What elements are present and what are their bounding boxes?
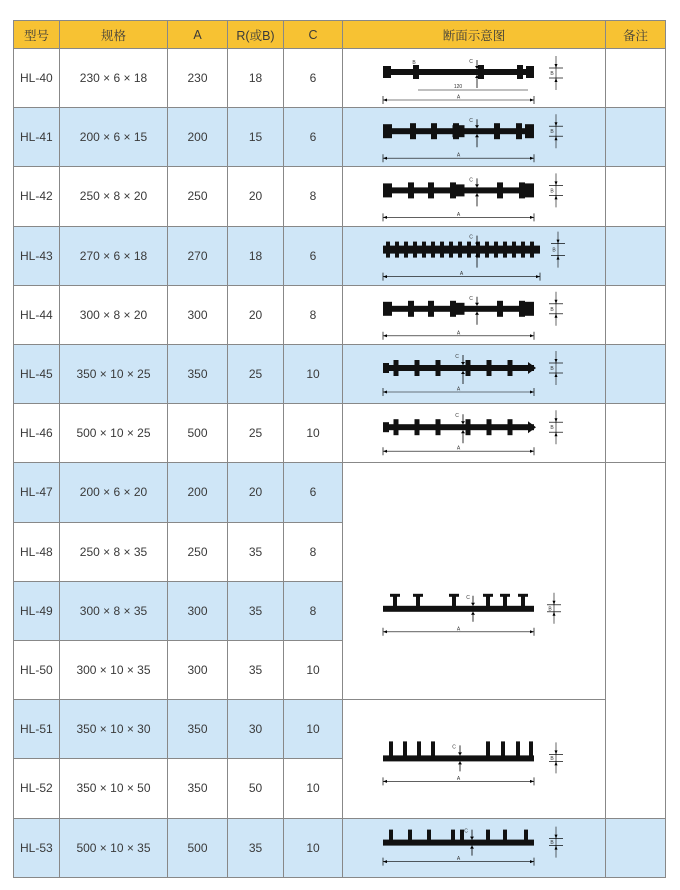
cell-r: 35	[228, 582, 284, 641]
dim-label-b: B	[550, 188, 554, 195]
strip-rib	[431, 123, 437, 139]
strip-rib	[466, 419, 471, 435]
dim-arrow	[383, 275, 387, 278]
arrow-head	[471, 603, 475, 606]
strip-rib	[410, 123, 416, 139]
dim-label-c: C	[452, 744, 456, 751]
strip-body	[383, 606, 534, 612]
strip-rib	[487, 419, 492, 435]
dim-arrow	[555, 314, 558, 318]
arrow-head	[461, 362, 465, 365]
strip-end	[383, 66, 391, 78]
dim-label-a: A	[456, 445, 461, 452]
dim-label-c: C	[455, 413, 459, 420]
cell-spec: 270 × 6 × 18	[60, 227, 168, 286]
strip-rib	[394, 360, 399, 376]
arrow-head	[458, 761, 462, 764]
strip-rib	[393, 596, 397, 608]
cell-c: 8	[284, 167, 343, 226]
strip-rib	[408, 830, 412, 842]
strip-rib	[486, 741, 490, 757]
header-note: 备注	[606, 20, 666, 49]
dim-arrow	[383, 216, 387, 219]
strip-rib	[494, 242, 498, 258]
strip-rib	[413, 65, 419, 79]
dim-label-b: B	[550, 755, 554, 762]
strip-rib-cap	[518, 594, 528, 597]
strip-rib	[524, 830, 528, 842]
cell-r: 20	[228, 463, 284, 522]
strip-rib	[415, 360, 420, 376]
strip-rib	[467, 242, 471, 258]
arrow-head	[461, 430, 465, 433]
strip-rib	[508, 360, 513, 376]
arrow-head	[471, 612, 475, 615]
dim-arrow	[555, 761, 558, 765]
dim-arrow	[530, 99, 534, 102]
strip-rib	[487, 360, 492, 376]
strip-rib	[395, 242, 399, 258]
cell-spec: 230 × 6 × 18	[60, 49, 168, 108]
cell-r: 35	[228, 641, 284, 700]
cell-spec: 350 × 10 × 25	[60, 345, 168, 404]
dim-label-b-top: B	[412, 60, 416, 66]
strip-rib	[516, 123, 522, 139]
cell-c: 8	[284, 582, 343, 641]
dim-arrow	[555, 300, 558, 304]
cell-spec: 350 × 10 × 50	[60, 759, 168, 818]
cell-c: 8	[284, 523, 343, 582]
dim-arrow	[530, 157, 534, 160]
dim-arrow	[557, 240, 560, 244]
dim-arrow	[555, 418, 558, 422]
cell-c: 6	[284, 463, 343, 522]
cell-c: 10	[284, 641, 343, 700]
strip-rib	[386, 242, 390, 258]
dim-arrow	[555, 373, 558, 377]
dim-label-a: A	[456, 626, 461, 633]
strip-body	[383, 69, 534, 75]
cell-model: HL-46	[13, 404, 60, 463]
cell-model: HL-50	[13, 641, 60, 700]
strip-rib	[449, 242, 453, 258]
dim-label-a: A	[456, 94, 461, 101]
dim-arrow	[553, 601, 556, 605]
arrow-head	[461, 371, 465, 374]
strip-end	[525, 124, 534, 138]
dim-label-b: B	[550, 71, 554, 77]
arrow-head	[458, 752, 462, 755]
cell-c: 10	[284, 404, 343, 463]
dim-arrow	[530, 860, 534, 863]
strip-rib	[521, 596, 525, 608]
strip-rib	[503, 830, 507, 842]
cell-r: 30	[228, 700, 284, 759]
cell-a: 250	[168, 523, 228, 582]
cell-a: 300	[168, 286, 228, 345]
dim-label-a: A	[456, 211, 461, 218]
arrow-head	[475, 303, 479, 306]
arrow-head	[461, 421, 465, 424]
strip-rib-cap	[413, 594, 423, 597]
cell-r: 20	[228, 167, 284, 226]
strip-rib	[458, 242, 462, 258]
dim-arrow	[530, 780, 534, 783]
dim-label-c: C	[455, 354, 459, 360]
dim-arrow	[536, 275, 540, 278]
dim-label-c: C	[469, 295, 473, 302]
strip-rib	[486, 596, 490, 608]
cell-a: 350	[168, 345, 228, 404]
cell-r: 50	[228, 759, 284, 818]
strip-end	[525, 302, 534, 316]
strip-end	[383, 302, 392, 316]
dim-arrow	[530, 216, 534, 219]
cell-model: HL-41	[13, 108, 60, 167]
strip-end	[383, 422, 389, 432]
cell-model: HL-43	[13, 227, 60, 286]
cell-spec: 200 × 6 × 15	[60, 108, 168, 167]
strip-rib	[431, 242, 435, 258]
dim-label-c: C	[469, 118, 473, 125]
dim-arrow	[555, 181, 558, 185]
dim-label-b: B	[548, 606, 552, 613]
strip-rib	[408, 301, 414, 317]
dim-label-b: B	[550, 840, 554, 847]
strip-end	[383, 124, 392, 138]
cell-model: HL-44	[13, 286, 60, 345]
dim-label-a: A	[456, 386, 461, 393]
cell-r: 35	[228, 819, 284, 878]
cell-a: 300	[168, 641, 228, 700]
strip-rib	[413, 242, 417, 258]
arrow-head	[475, 193, 479, 196]
strip-rib	[431, 741, 435, 757]
header-spec: 规格	[60, 20, 168, 49]
cell-r: 15	[228, 108, 284, 167]
strip-rib	[519, 182, 525, 198]
cell-c: 10	[284, 345, 343, 404]
dim-arrow	[383, 630, 387, 633]
strip-rib	[517, 65, 523, 79]
dim-arrow	[555, 846, 558, 850]
strip-rib	[516, 741, 520, 757]
strip-rib	[466, 360, 471, 376]
cell-spec: 250 × 8 × 20	[60, 167, 168, 226]
cell-model: HL-42	[13, 167, 60, 226]
dim-arrow	[530, 334, 534, 337]
dim-label-a: A	[456, 775, 461, 782]
dim-arrow	[555, 78, 558, 82]
strip-rib	[415, 419, 420, 435]
dim-arrow	[555, 432, 558, 436]
cell-c: 10	[284, 819, 343, 878]
cell-model: HL-47	[13, 463, 60, 522]
cell-a: 200	[168, 108, 228, 167]
dim-arrow	[555, 750, 558, 754]
arrow-head	[475, 125, 479, 128]
dim-arrow	[555, 835, 558, 839]
strip-rib	[519, 301, 525, 317]
strip-center	[453, 303, 465, 315]
strip-rib	[530, 242, 534, 258]
cell-r: 18	[228, 49, 284, 108]
strip-rib	[404, 242, 408, 258]
dim-label-b: B	[552, 247, 556, 254]
header-a: A	[168, 20, 228, 49]
strip-rib-cap	[500, 594, 510, 597]
cell-c: 6	[284, 227, 343, 286]
dim-label-a: A	[456, 856, 461, 863]
dim-arrow	[383, 157, 387, 160]
dim-label-a: A	[456, 330, 461, 337]
cell-model: HL-51	[13, 700, 60, 759]
strip-rib	[512, 242, 516, 258]
header-c: C	[284, 20, 343, 49]
strip-end	[383, 363, 389, 373]
dim-arrow	[383, 450, 387, 453]
cell-a: 500	[168, 819, 228, 878]
arrow-head	[470, 846, 474, 849]
dim-arrow	[383, 391, 387, 394]
strip-rib-cap	[483, 594, 493, 597]
cell-spec: 500 × 10 × 35	[60, 819, 168, 878]
cell-a: 200	[168, 463, 228, 522]
cell-model: HL-40	[13, 49, 60, 108]
dim-arrow	[383, 780, 387, 783]
strip-rib	[503, 596, 507, 608]
cell-spec: 300 × 8 × 20	[60, 286, 168, 345]
strip-rib	[494, 123, 500, 139]
strip-rib	[422, 242, 426, 258]
cell-r: 35	[228, 523, 284, 582]
strip-rib	[428, 182, 434, 198]
strip-rib-cap	[449, 594, 459, 597]
strip-rib	[436, 419, 441, 435]
strip-rib	[389, 741, 393, 757]
strip-rib	[408, 182, 414, 198]
cross-section-diagrams	[13, 20, 666, 878]
cell-r: 25	[228, 404, 284, 463]
strip-rib	[503, 242, 507, 258]
dim-arrow	[530, 630, 534, 633]
cell-spec: 250 × 8 × 35	[60, 523, 168, 582]
strip-body	[383, 840, 534, 846]
dim-label-a: A	[459, 271, 464, 278]
dim-label-b: B	[550, 425, 554, 432]
cell-a: 230	[168, 49, 228, 108]
dim-label-b: B	[550, 306, 554, 313]
cell-spec: 200 × 6 × 20	[60, 463, 168, 522]
strip-rib	[451, 830, 455, 842]
cell-c: 6	[284, 49, 343, 108]
dim-arrow	[383, 99, 387, 102]
strip-rib-cap	[390, 594, 400, 597]
cell-spec: 300 × 10 × 35	[60, 641, 168, 700]
dim-arrow	[557, 256, 560, 260]
arrow-head	[475, 184, 479, 187]
strip-rib	[436, 360, 441, 376]
strip-rib	[403, 741, 407, 757]
cell-a: 350	[168, 700, 228, 759]
strip-rib	[529, 741, 533, 757]
cell-a: 500	[168, 404, 228, 463]
dim-label-c: C	[469, 177, 473, 184]
dim-arrow	[553, 612, 556, 616]
strip-rib	[452, 596, 456, 608]
dim-label-c: C	[469, 234, 473, 241]
strip-rib	[501, 741, 505, 757]
strip-center	[453, 184, 465, 196]
strip-rib	[508, 419, 513, 435]
cell-a: 300	[168, 582, 228, 641]
dim-arrow	[555, 359, 558, 363]
strip-center	[453, 125, 465, 137]
cell-c: 6	[284, 108, 343, 167]
cell-model: HL-48	[13, 523, 60, 582]
strip-rib	[389, 830, 393, 842]
strip-rib	[485, 242, 489, 258]
strip-rib	[497, 301, 503, 317]
strip-rib	[427, 830, 431, 842]
strip-rib	[521, 242, 525, 258]
cell-c: 10	[284, 759, 343, 818]
product-spec-table	[13, 20, 666, 878]
cell-model: HL-45	[13, 345, 60, 404]
dim-label-a: A	[456, 152, 461, 159]
arrow-head	[475, 312, 479, 315]
cell-r: 18	[228, 227, 284, 286]
cell-c: 8	[284, 286, 343, 345]
strip-rib	[428, 301, 434, 317]
dim-label-120: 120	[453, 84, 463, 90]
header-diagram: 断面示意图	[343, 20, 606, 49]
dim-arrow	[383, 860, 387, 863]
strip-end	[526, 66, 534, 78]
dim-arrow	[555, 136, 558, 140]
dim-label-b: B	[550, 366, 554, 372]
cell-spec: 500 × 10 × 25	[60, 404, 168, 463]
cell-r: 20	[228, 286, 284, 345]
strip-rib	[417, 741, 421, 757]
dim-arrow	[555, 64, 558, 68]
dim-arrow	[383, 334, 387, 337]
arrow-head	[470, 837, 474, 840]
arrow-head	[475, 134, 479, 137]
strip-rib	[440, 242, 444, 258]
cell-model: HL-52	[13, 759, 60, 818]
cell-model: HL-49	[13, 582, 60, 641]
strip-rib	[394, 419, 399, 435]
dim-label-c: C	[464, 828, 468, 835]
strip-end	[525, 183, 534, 197]
dim-arrow	[555, 122, 558, 126]
dim-label-c: C	[469, 59, 473, 65]
strip-rib	[486, 830, 490, 842]
strip-end	[528, 362, 536, 374]
header-r: R(或B)	[228, 20, 284, 49]
strip-end	[528, 421, 536, 433]
cell-a: 350	[168, 759, 228, 818]
dim-arrow	[530, 391, 534, 394]
dim-arrow	[555, 195, 558, 199]
cell-c: 10	[284, 700, 343, 759]
dim-arrow	[530, 450, 534, 453]
strip-rib	[416, 596, 420, 608]
cell-a: 250	[168, 167, 228, 226]
cell-spec: 300 × 8 × 35	[60, 582, 168, 641]
header-model: 型号	[13, 20, 60, 49]
cell-r: 25	[228, 345, 284, 404]
strip-rib	[478, 65, 484, 79]
cell-model: HL-53	[13, 819, 60, 878]
strip-end	[383, 183, 392, 197]
cell-a: 270	[168, 227, 228, 286]
dim-label-c: C	[466, 594, 470, 601]
dim-label-b: B	[550, 129, 554, 136]
strip-rib	[497, 182, 503, 198]
cell-spec: 350 × 10 × 30	[60, 700, 168, 759]
